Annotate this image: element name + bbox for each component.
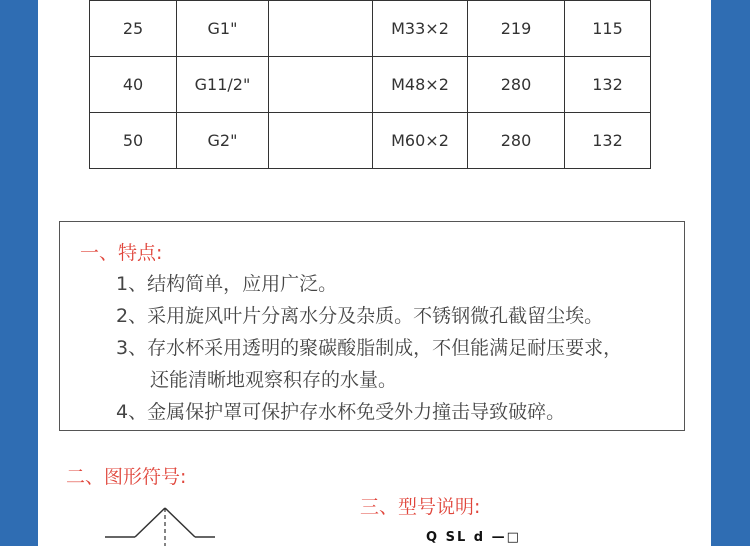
content-panel <box>38 0 711 546</box>
table-row <box>90 113 651 169</box>
table-cell: 132 <box>565 57 651 113</box>
table-cell: G1" <box>177 1 269 57</box>
model-section-title: 三、型号说明: <box>360 496 481 518</box>
table-cell <box>269 1 373 57</box>
table-cell: 40 <box>90 57 177 113</box>
table-cell: 50 <box>90 113 177 169</box>
table-cell: 219 <box>468 1 565 57</box>
model-code: Q SL d —□ <box>426 530 521 545</box>
table-cell: 115 <box>565 1 651 57</box>
table-cell: 132 <box>565 113 651 169</box>
table-cell: G11/2" <box>177 57 269 113</box>
feature-item-1: 1、结构简单，应用广泛。 <box>116 273 338 295</box>
symbol-section-title: 二、图形符号: <box>66 466 187 488</box>
features-title: 一、特点: <box>80 242 163 264</box>
filter-symbol-icon <box>105 500 215 546</box>
spec-table <box>89 0 651 169</box>
table-row <box>90 57 651 113</box>
table-cell: G2" <box>177 113 269 169</box>
table-cell: M33×2 <box>373 1 468 57</box>
table-cell: M60×2 <box>373 113 468 169</box>
table-cell: 25 <box>90 1 177 57</box>
feature-item-3: 3、存水杯采用透明的聚碳酸脂制成，不但能满足耐压要求， <box>116 337 623 359</box>
feature-item-4: 4、金属保护罩可保护存水杯免受外力撞击导致破碎。 <box>116 401 566 423</box>
table-cell <box>269 57 373 113</box>
table-cell: 280 <box>468 113 565 169</box>
feature-item-2: 2、采用旋风叶片分离水分及杂质。不锈钢微孔截留尘埃。 <box>116 305 604 327</box>
feature-item-3-continued: 还能清晰地观察积存的水量。 <box>150 369 398 391</box>
table-cell <box>269 113 373 169</box>
table-cell: 280 <box>468 57 565 113</box>
table-cell: M48×2 <box>373 57 468 113</box>
table-row <box>90 1 651 57</box>
features-box <box>59 221 685 431</box>
